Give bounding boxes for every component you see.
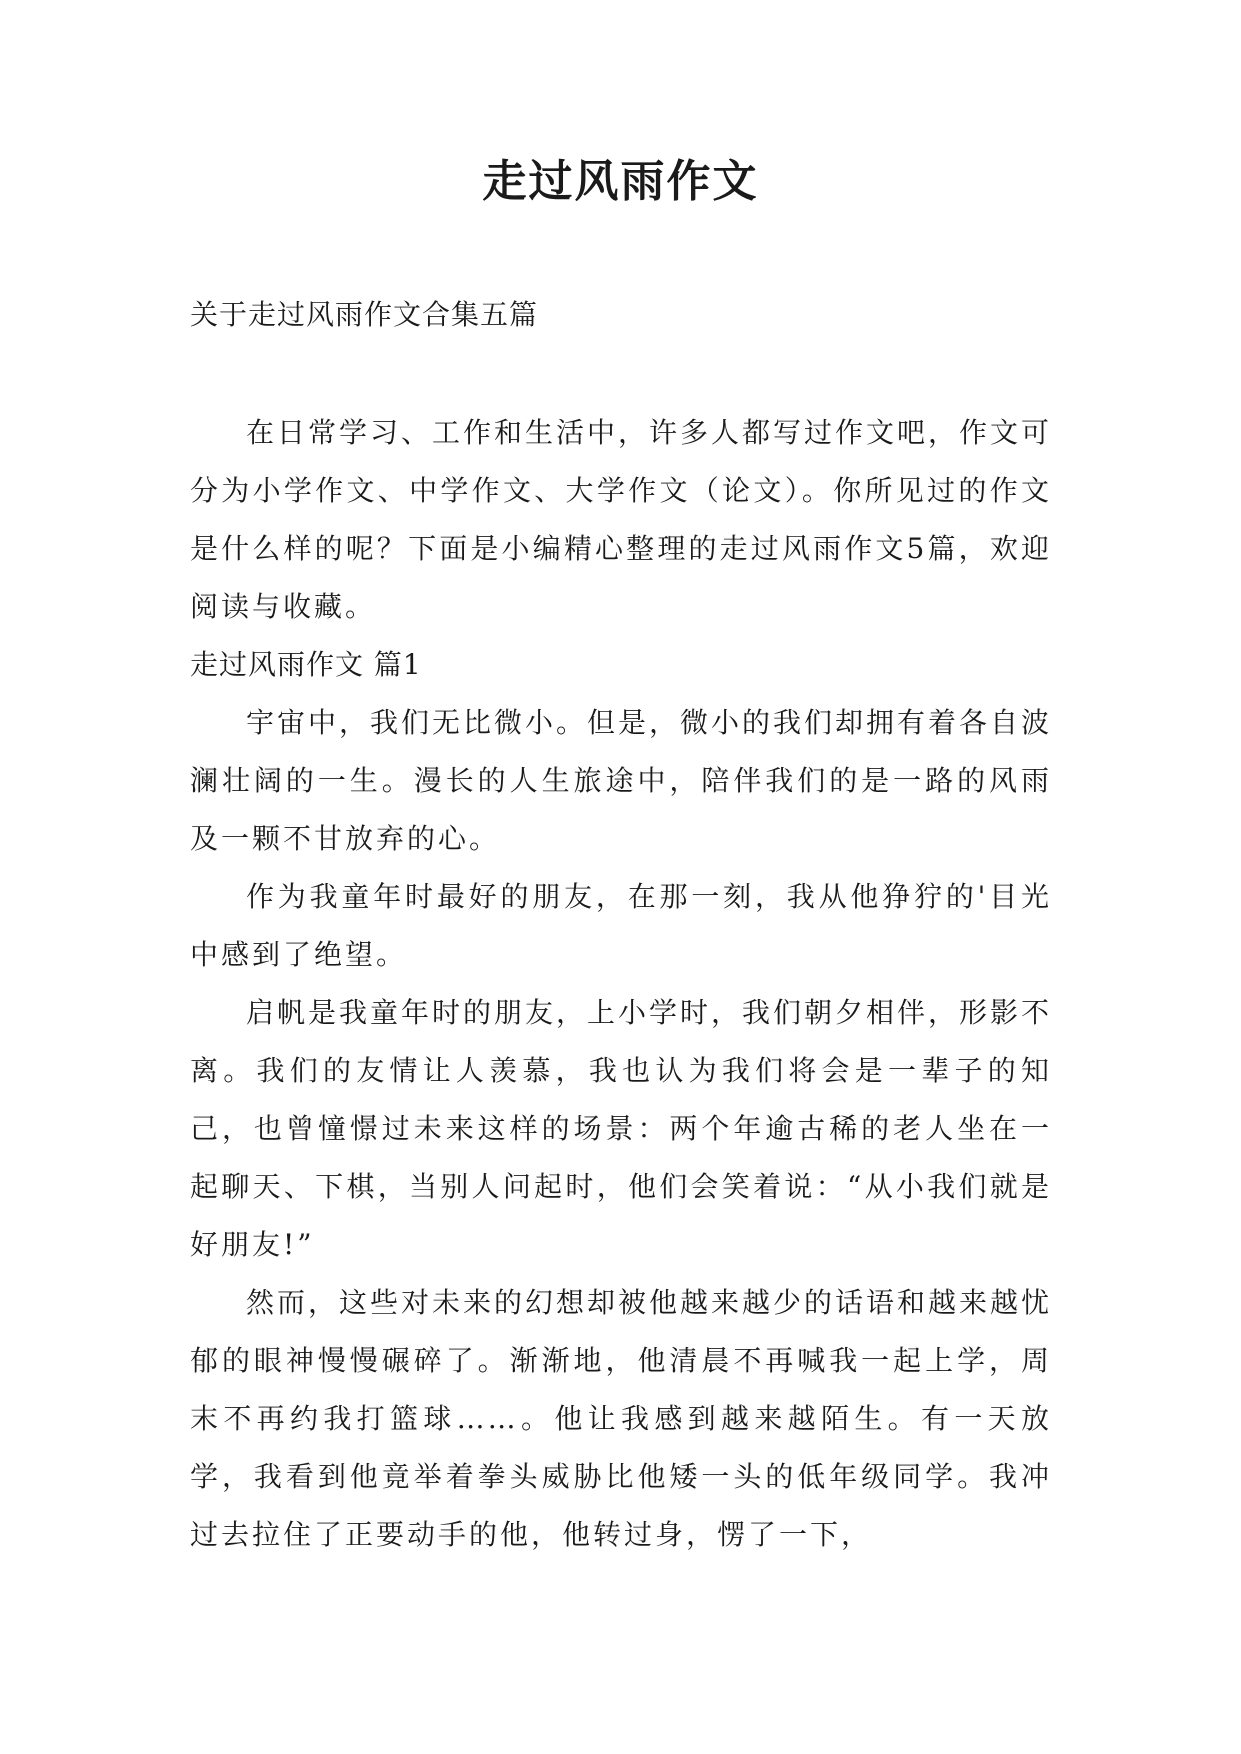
body-paragraph: 启帆是我童年时的朋友，上小学时，我们朝夕相伴，形影不离。我们的友情让人羡慕，我也认为我们将会是一辈子的知己，也曾憧憬过未来这样的场景：两个年逾古稀的老人坐在一起聊天、下棋，当别人问起时，他们会笑着说：“从小我们就是好朋友!” bbox=[190, 996, 1053, 1261]
body-paragraph: 然而，这些对未来的幻想却被他越来越少的话语和越来越忧郁的眼神慢慢碾碎了。渐渐地，他清晨不再喊我一起上学，周末不再约我打篮球……。他让我感到越来越陌生。有一天放学，我看到他竟举着拳头威胁比他矮一头的低年级同学。我冲过去拉住了正要动手的他，他转过身，愣了一下， bbox=[190, 1286, 1053, 1551]
document-body bbox=[190, 404, 1052, 1564]
body-paragraph: 宇宙中，我们无比微小。但是，微小的我们却拥有着各自波澜壮阔的一生。漫长的人生旅途中，陪伴我们的是一路的风雨及一颗不甘放弃的心。 bbox=[190, 706, 1053, 855]
document-title: 走过风雨作文 bbox=[482, 156, 759, 207]
body-paragraph: 作为我童年时最好的朋友，在那一刻，我从他狰狞的'目光中感到了绝望。 bbox=[190, 880, 1052, 971]
document-subtitle: 关于走过风雨作文合集五篇 bbox=[190, 298, 539, 331]
section-heading: 走过风雨作文 篇1 bbox=[190, 648, 422, 681]
intro-paragraph: 在日常学习、工作和生活中，许多人都写过作文吧，作文可分为小学作文、中学作文、大学作文（论文）。你所见过的作文是什么样的呢？下面是小编精心整理的走过风雨作文5篇，欢迎阅读与收藏。 bbox=[190, 416, 1053, 623]
